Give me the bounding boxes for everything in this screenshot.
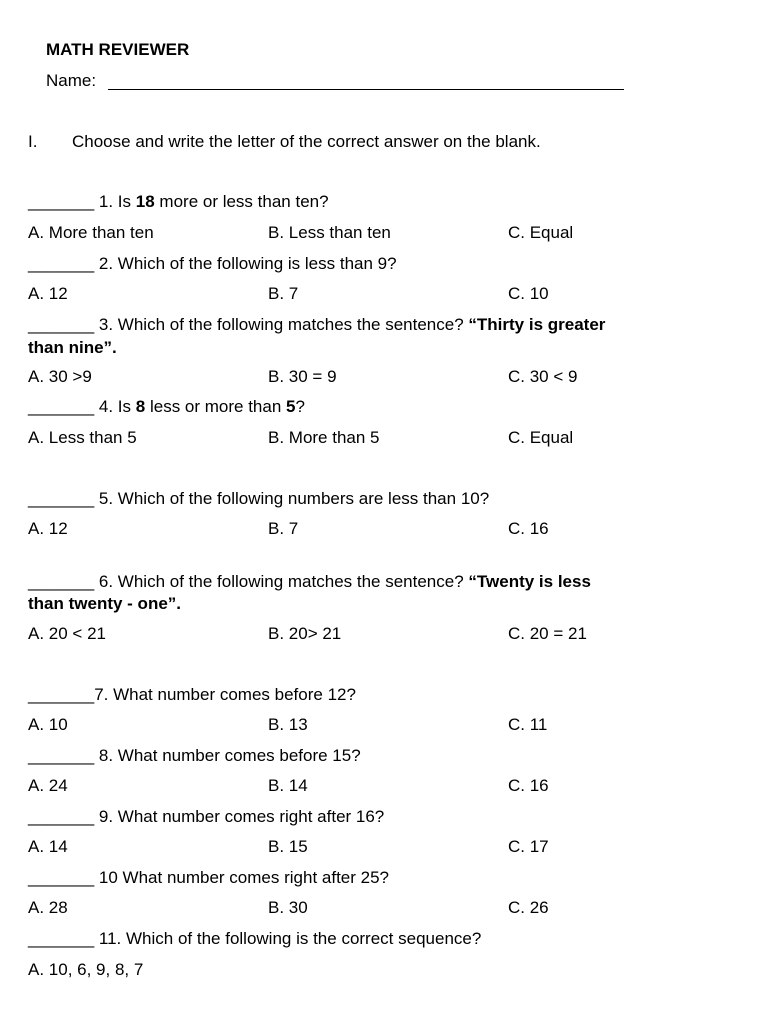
choice-c: C. 16 — [508, 519, 549, 538]
choice-b: B. 30 = 9 — [268, 367, 337, 386]
choice-b: B. 15 — [268, 837, 308, 856]
choice-c: C. 11 — [508, 715, 548, 734]
question-5 — [28, 490, 489, 507]
answer-blank[interactable]: _______ — [28, 192, 95, 211]
choice-c: C. 10 — [508, 284, 549, 303]
choice-a: A. 14 — [28, 837, 68, 856]
choice-b: B. 7 — [268, 519, 299, 538]
question-text: 5. Which of the following numbers are less than 10? — [94, 489, 490, 508]
answer-blank[interactable]: _______ — [28, 489, 95, 508]
question-text: more or less than ten? — [154, 192, 329, 211]
answer-blank[interactable]: _______ — [28, 397, 95, 416]
answer-blank[interactable]: _______ — [28, 685, 95, 704]
answer-blank[interactable]: _______ — [28, 572, 95, 591]
choice-c: C. Equal — [508, 223, 574, 242]
question-2 — [28, 255, 397, 272]
answer-blank[interactable]: _______ — [28, 807, 95, 826]
choice-a: A. 12 — [28, 519, 68, 538]
question-text: 1. Is — [94, 192, 136, 211]
choice-c: C. 16 — [508, 776, 549, 795]
question-text: 6. Which of the following matches the sentence? — [94, 572, 469, 591]
question-emphasis: 5 — [286, 397, 296, 416]
question-6 — [28, 573, 591, 590]
choice-c: C. 20 = 21 — [508, 624, 587, 643]
choice-b: B. 13 — [268, 715, 308, 734]
choice-a: A. 30 >9 — [28, 367, 92, 386]
question-text: 8. What number comes before 15? — [94, 746, 361, 765]
choice-b: B. More than 5 — [268, 428, 380, 447]
question-3-continuation: than nine”. — [28, 338, 117, 357]
question-emphasis: 18 — [135, 192, 155, 211]
question-text: 10 What number comes right after 25? — [94, 868, 389, 887]
choice-a: A. 20 < 21 — [28, 624, 106, 643]
choice-a: A. Less than 5 — [28, 428, 137, 447]
choice-c: C. 30 < 9 — [508, 367, 578, 386]
question-6-continuation: than twenty - one”. — [28, 594, 181, 613]
question-7 — [28, 686, 356, 703]
choice-c: C. 26 — [508, 898, 549, 917]
choice-a: A. 10 — [28, 715, 68, 734]
question-11 — [28, 930, 481, 947]
choice-a: A. More than ten — [28, 223, 154, 242]
choice-b: B. Less than ten — [268, 223, 391, 242]
question-3 — [28, 316, 605, 333]
section-instruction: Choose and write the letter of the correct answer on the blank. — [72, 132, 541, 151]
question-4 — [28, 398, 305, 415]
choice-c: C. Equal — [508, 428, 574, 447]
choice-a: A. 24 — [28, 776, 68, 795]
question-emphasis: “Twenty is less — [468, 572, 591, 591]
question-text: less or more than — [145, 397, 287, 416]
question-1 — [28, 193, 329, 210]
choice-b: B. 30 — [268, 898, 308, 917]
answer-blank[interactable]: _______ — [28, 315, 95, 334]
worksheet-title: MATH REVIEWER — [46, 40, 190, 59]
choice-b: B. 14 — [268, 776, 308, 795]
choice-a: A. 28 — [28, 898, 68, 917]
question-emphasis: 8 — [135, 397, 146, 416]
name-field[interactable] — [108, 89, 624, 90]
question-10 — [28, 869, 389, 886]
question-text: 9. What number comes right after 16? — [94, 807, 385, 826]
choice-b: B. 7 — [268, 284, 299, 303]
question-text: 4. Is — [94, 397, 136, 416]
question-text: ? — [295, 397, 305, 416]
answer-blank[interactable]: _______ — [28, 746, 95, 765]
question-8 — [28, 747, 361, 764]
choice-c: C. 17 — [508, 837, 549, 856]
answer-blank[interactable]: _______ — [28, 929, 95, 948]
choice-b: B. 20> 21 — [268, 624, 342, 643]
question-9 — [28, 808, 384, 825]
answer-blank[interactable]: _______ — [28, 868, 95, 887]
choice-a: A. 10, 6, 9, 8, 7 — [28, 960, 144, 979]
choice-a: A. 12 — [28, 284, 68, 303]
section-number: I. — [28, 132, 38, 151]
question-text: 2. Which of the following is less than 9? — [94, 254, 397, 273]
question-text: 7. What number comes before 12? — [94, 685, 356, 704]
question-text: 3. Which of the following matches the sentence? — [94, 315, 469, 334]
name-label: Name: — [46, 71, 97, 90]
question-text: 11. Which of the following is the correct sequence? — [94, 929, 482, 948]
answer-blank[interactable]: _______ — [28, 254, 95, 273]
question-emphasis: “Thirty is greater — [468, 315, 606, 334]
